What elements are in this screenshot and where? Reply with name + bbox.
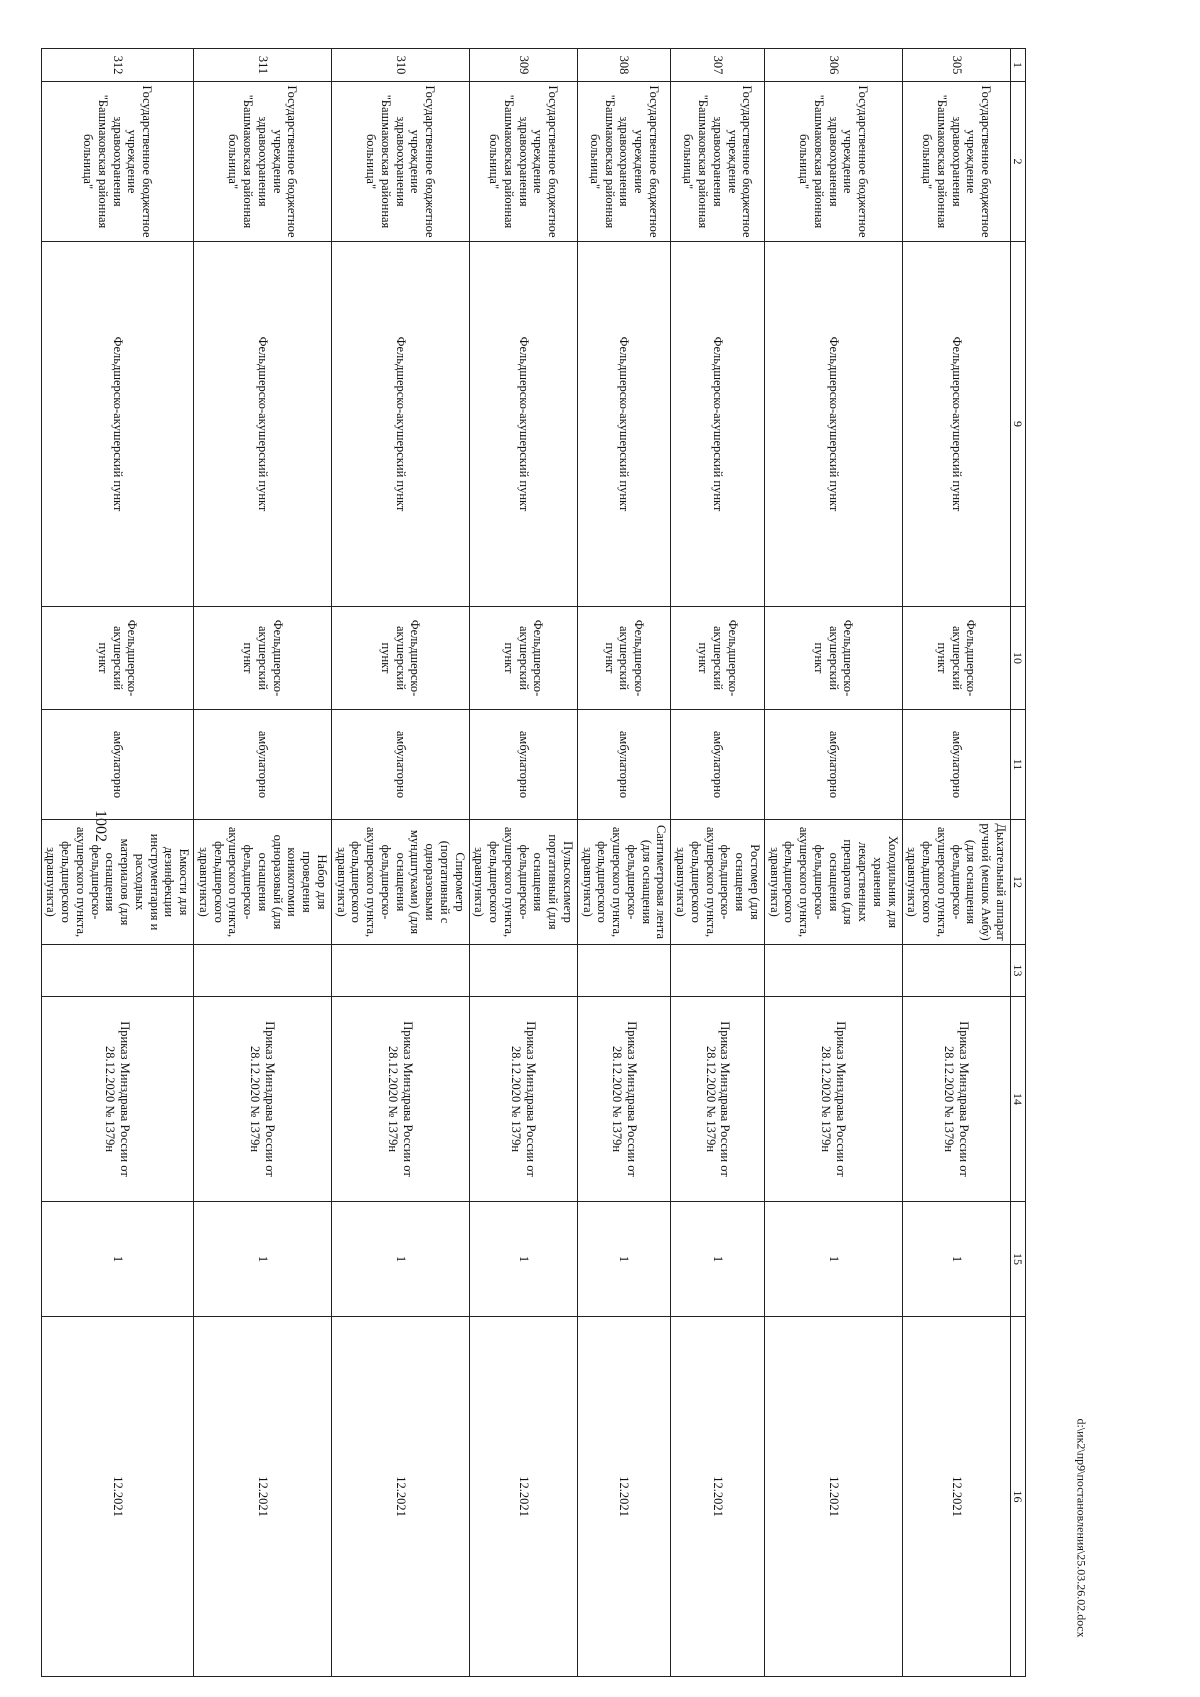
row-number-cell: 305 xyxy=(902,49,1010,82)
quantity-cell: 1 xyxy=(671,1202,765,1317)
column-number: 14 xyxy=(1010,997,1025,1202)
row-number-cell: 312 xyxy=(41,49,194,82)
row-number-cell: 309 xyxy=(469,49,577,82)
unit-cell: Фельдшерско-акушерский пункт xyxy=(577,242,671,607)
row-number-cell: 311 xyxy=(194,49,332,82)
unit-type-cell: Фельдшерско-акушерский пункт xyxy=(41,607,194,710)
row-number-cell: 308 xyxy=(577,49,671,82)
care-condition-cell: амбулаторно xyxy=(194,710,332,820)
unit-cell: Фельдшерско-акушерский пункт xyxy=(902,242,1010,607)
date-cell: 12.2021 xyxy=(41,1317,194,1677)
equipment-table xyxy=(41,48,1026,1677)
care-condition-cell: амбулаторно xyxy=(764,710,902,820)
column-number: 16 xyxy=(1010,1317,1025,1677)
date-cell: 12.2021 xyxy=(194,1317,332,1677)
unit-cell: Фельдшерско-акушерский пункт xyxy=(41,242,194,607)
table-row xyxy=(194,49,332,1677)
empty-cell xyxy=(331,945,469,997)
unit-type-cell: Фельдшерско-акушерский пункт xyxy=(764,607,902,710)
empty-cell xyxy=(764,945,902,997)
unit-type-cell: Фельдшерско-акушерский пункт xyxy=(902,607,1010,710)
row-number-cell: 307 xyxy=(671,49,765,82)
quantity-cell: 1 xyxy=(469,1202,577,1317)
column-number: 13 xyxy=(1010,945,1025,997)
column-number: 1 xyxy=(1010,49,1025,82)
quantity-cell: 1 xyxy=(331,1202,469,1317)
organization-cell: Государственное бюджетное учреждение здравоохранения "Башмаковская районная больница" xyxy=(671,82,765,242)
date-cell: 12.2021 xyxy=(671,1317,765,1677)
unit-cell: Фельдшерско-акушерский пункт xyxy=(194,242,332,607)
column-number-row xyxy=(1010,49,1025,1677)
row-number-cell: 306 xyxy=(764,49,902,82)
care-condition-cell: амбулаторно xyxy=(671,710,765,820)
quantity-cell: 1 xyxy=(41,1202,194,1317)
organization-cell: Государственное бюджетное учреждение здравоохранения "Башмаковская районная больница" xyxy=(902,82,1010,242)
column-number: 2 xyxy=(1010,82,1025,242)
page-number: 1002 xyxy=(92,810,109,842)
organization-cell: Государственное бюджетное учреждение здравоохранения "Башмаковская районная больница" xyxy=(764,82,902,242)
column-number: 9 xyxy=(1010,242,1025,607)
column-number: 15 xyxy=(1010,1202,1025,1317)
column-number: 12 xyxy=(1010,820,1025,945)
legal-basis-cell: Приказ Минздрава России от 28.12.2020 № 1379н xyxy=(469,997,577,1202)
empty-cell xyxy=(902,945,1010,997)
organization-cell: Государственное бюджетное учреждение здравоохранения "Башмаковская районная больница" xyxy=(41,82,194,242)
legal-basis-cell: Приказ Минздрава России от 28.12.2020 № 1379н xyxy=(902,997,1010,1202)
row-number-cell: 310 xyxy=(331,49,469,82)
organization-cell: Государственное бюджетное учреждение здравоохранения "Башмаковская районная больница" xyxy=(194,82,332,242)
legal-basis-cell: Приказ Минздрава России от 28.12.2020 № 1379н xyxy=(764,997,902,1202)
empty-cell xyxy=(671,945,765,997)
table-row xyxy=(671,49,765,1677)
table-row xyxy=(41,49,194,1677)
quantity-cell: 1 xyxy=(764,1202,902,1317)
quantity-cell: 1 xyxy=(577,1202,671,1317)
equipment-name-cell: Сантиметровая лента (для оснащения фельдшерско-акушерского пункта, фельдшерского здравпункта) xyxy=(577,820,671,945)
date-cell: 12.2021 xyxy=(902,1317,1010,1677)
care-condition-cell: амбулаторно xyxy=(577,710,671,820)
legal-basis-cell: Приказ Минздрава России от 28.12.2020 № 1379н xyxy=(41,997,194,1202)
empty-cell xyxy=(469,945,577,997)
unit-type-cell: Фельдшерско-акушерский пункт xyxy=(194,607,332,710)
date-cell: 12.2021 xyxy=(577,1317,671,1677)
equipment-name-cell: Пульсоксиметр портативный (для оснащения фельдшерско-акушерского пункта, фельдшерского здравпункта) xyxy=(469,820,577,945)
equipment-name-cell: Дыхательный аппарат ручной (мешок Амбу) (для оснащения фельдшерско-акушерского пункта, фельдшерского здравпункта) xyxy=(902,820,1010,945)
organization-cell: Государственное бюджетное учреждение здравоохранения "Башмаковская районная больница" xyxy=(331,82,469,242)
care-condition-cell: амбулаторно xyxy=(331,710,469,820)
equipment-name-cell: Спирометр (портативный с одноразовыми мундштуками) (для оснащения фельдшерско-акушерского пункта, фельдшерского здравпункта) xyxy=(331,820,469,945)
care-condition-cell: амбулаторно xyxy=(41,710,194,820)
unit-type-cell: Фельдшерско-акушерский пункт xyxy=(671,607,765,710)
date-cell: 12.2021 xyxy=(469,1317,577,1677)
empty-cell xyxy=(194,945,332,997)
empty-cell xyxy=(41,945,194,997)
unit-cell: Фельдшерско-акушерский пункт xyxy=(331,242,469,607)
legal-basis-cell: Приказ Минздрава России от 28.12.2020 № 1379н xyxy=(194,997,332,1202)
column-number: 11 xyxy=(1010,710,1025,820)
document-path: d:\ик2\пр9\постановления\25.03.26.02.docx xyxy=(1074,1418,1089,1638)
equipment-name-cell: Ростомер (для оснащения фельдшерско-акушерского пункта, фельдшерского здравпункта) xyxy=(671,820,765,945)
table-row xyxy=(469,49,577,1677)
date-cell: 12.2021 xyxy=(764,1317,902,1677)
quantity-cell: 1 xyxy=(194,1202,332,1317)
legal-basis-cell: Приказ Минздрава России от 28.12.2020 № 1379н xyxy=(671,997,765,1202)
unit-type-cell: Фельдшерско-акушерский пункт xyxy=(469,607,577,710)
date-cell: 12.2021 xyxy=(331,1317,469,1677)
unit-cell: Фельдшерско-акушерский пункт xyxy=(469,242,577,607)
unit-type-cell: Фельдшерско-акушерский пункт xyxy=(331,607,469,710)
equipment-name-cell: Емкости для дезинфекции инструментария и расходных материалов (для оснащения фельдшерско-акушерского пункта, фельдшерского здравпункта) xyxy=(41,820,194,945)
table-row xyxy=(331,49,469,1677)
table-row xyxy=(902,49,1010,1677)
organization-cell: Государственное бюджетное учреждение здравоохранения "Башмаковская районная больница" xyxy=(469,82,577,242)
unit-type-cell: Фельдшерско-акушерский пункт xyxy=(577,607,671,710)
equipment-name-cell: Холодильник для хранения лекарственных препаратов (для оснащения фельдшерско-акушерского пункта, фельдшерского здравпункта) xyxy=(764,820,902,945)
care-condition-cell: амбулаторно xyxy=(469,710,577,820)
column-number: 10 xyxy=(1010,607,1025,710)
equipment-name-cell: Набор для проведения коникотомии одноразовый (для оснащения фельдшерско-акушерского пункта, фельдшерского здравпункта) xyxy=(194,820,332,945)
unit-cell: Фельдшерско-акушерский пункт xyxy=(764,242,902,607)
legal-basis-cell: Приказ Минздрава России от 28.12.2020 № 1379н xyxy=(577,997,671,1202)
table-row xyxy=(577,49,671,1677)
quantity-cell: 1 xyxy=(902,1202,1010,1317)
unit-cell: Фельдшерско-акушерский пункт xyxy=(671,242,765,607)
table-row xyxy=(764,49,902,1677)
empty-cell xyxy=(577,945,671,997)
organization-cell: Государственное бюджетное учреждение здравоохранения "Башмаковская районная больница" xyxy=(577,82,671,242)
care-condition-cell: амбулаторно xyxy=(902,710,1010,820)
legal-basis-cell: Приказ Минздрава России от 28.12.2020 № 1379н xyxy=(331,997,469,1202)
